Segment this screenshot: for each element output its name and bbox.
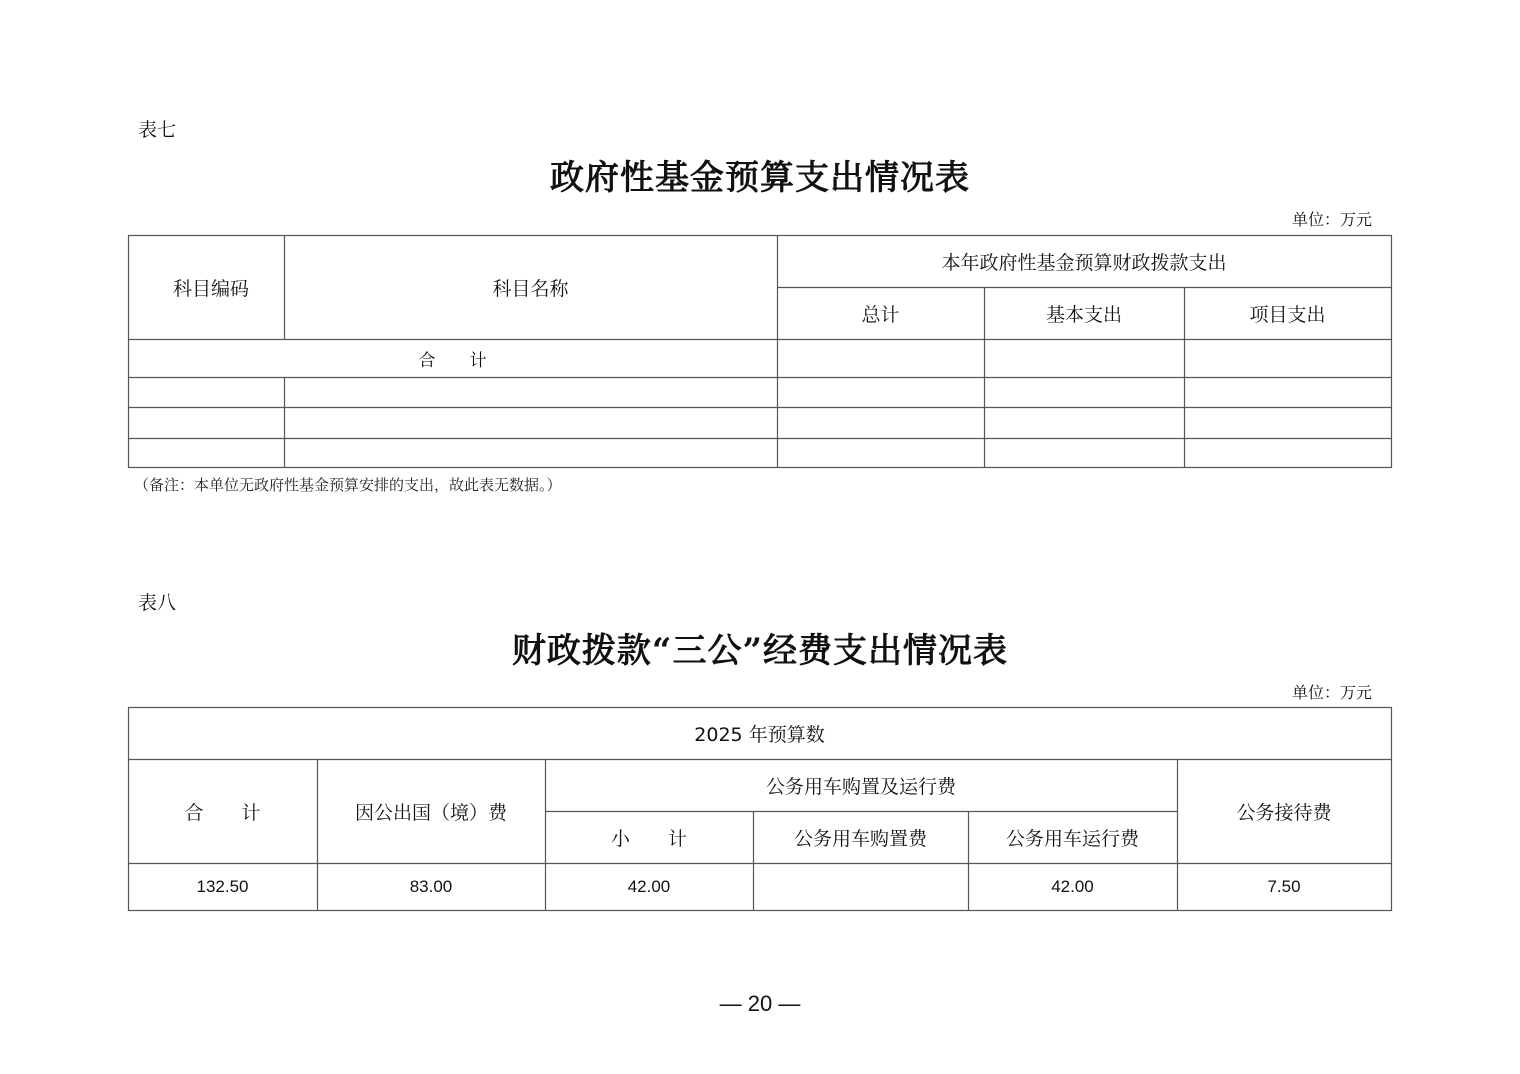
t8-value-total: 132.50 (196, 877, 249, 896)
table7-title: 政府性基金预算支出情况表 (550, 158, 970, 198)
t7-header-group: 本年政府性基金预算财政拨款支出 (941, 251, 1227, 274)
t8-header-vehicle-group: 公务用车购置及运行费 (765, 775, 956, 798)
t7-header-code: 科目编码 (172, 277, 249, 300)
t8-header-total: 合 计 (184, 801, 261, 824)
t8-header-vehicle-operation: 公务用车运行费 (1005, 827, 1139, 850)
t8-value-reception: 7.50 (1267, 877, 1301, 896)
table8-label: 表八 (138, 592, 177, 614)
t8-value-vehicle-purchase (753, 863, 968, 911)
t8-value-vehicle-operation: 42.00 (1051, 877, 1094, 896)
t8-header-travel-abroad: 因公出国（境）费 (354, 801, 507, 824)
t7-header-basic: 基本支出 (1045, 303, 1122, 326)
table8-unit: 单位：万元 (1292, 683, 1373, 702)
t8-header-budget-year: 2025 年预算数 (694, 723, 825, 746)
t7-header-total: 总计 (861, 303, 900, 326)
t8-header-reception: 公务接待费 (1236, 801, 1332, 824)
page-number: — 20 — (719, 991, 801, 1016)
t7-total-row-label: 合 计 (418, 350, 487, 371)
t8-value-travel-abroad: 83.00 (409, 877, 453, 896)
table7-note: （备注：本单位无政府性基金预算安排的支出，故此表无数据。） (134, 476, 562, 494)
table7-label: 表七 (138, 119, 177, 141)
table8-title: 财政拨款“三公”经费支出情况表 (511, 631, 1009, 671)
t8-value-subtotal: 42.00 (627, 877, 671, 896)
t8-header-vehicle-purchase: 公务用车购置费 (793, 827, 927, 850)
table7-unit: 单位：万元 (1292, 210, 1373, 229)
t7-header-project: 项目支出 (1249, 303, 1326, 326)
t8-header-subtotal: 小 计 (610, 827, 687, 850)
t7-header-name: 科目名称 (492, 277, 569, 300)
